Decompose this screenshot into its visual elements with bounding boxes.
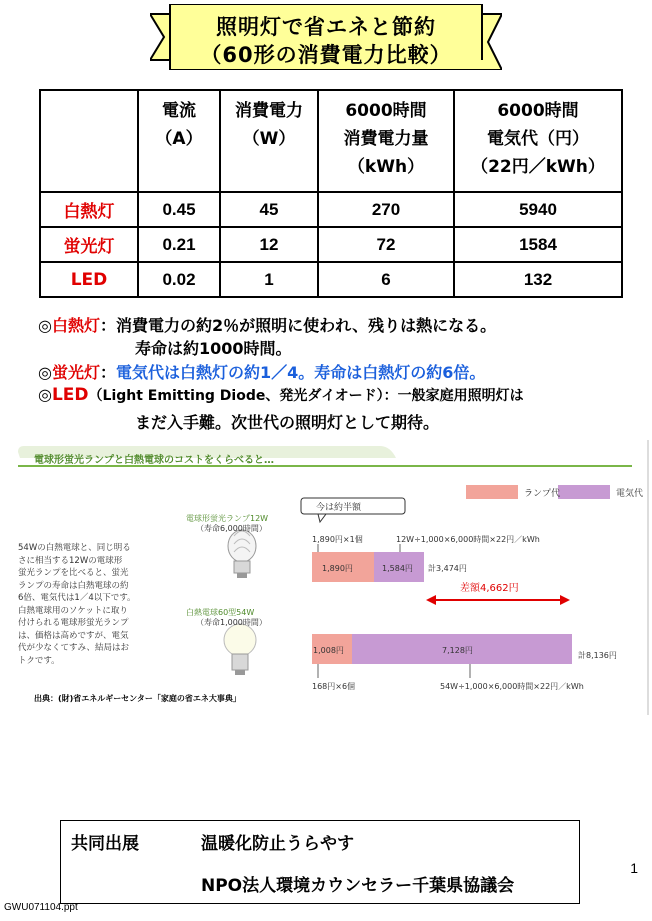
figure-heading: 電球形蛍光ランプと白熱電球のコストをくらべると… — [34, 455, 274, 466]
header-line: 電流 — [162, 101, 196, 121]
row-label: LED — [40, 262, 138, 297]
in-lamp-note: 168円×6個 — [312, 682, 356, 691]
note-fluorescent — [38, 360, 485, 383]
note-mark: ◎ — [38, 385, 52, 404]
desc-line: 付けられる電球形蛍光ランプ — [18, 618, 129, 628]
note-label: 白熱灯 — [51, 316, 100, 335]
desc-line: 白熱電球用のソケットに取り — [18, 605, 128, 616]
cell-power: 12 — [220, 227, 318, 262]
note-text: （Light Emitting Diode、発光ダイオード）：一般家庭用照明灯は — [88, 388, 524, 404]
legend-label-electricity: 電気代 — [616, 489, 644, 499]
cell-power: 45 — [220, 192, 318, 227]
footer-label: 共同出展 — [71, 834, 139, 854]
note-sep: ： — [99, 363, 116, 382]
header-line: 電気代（円） — [487, 129, 589, 149]
cell-power: 1 — [220, 262, 318, 297]
note-led — [38, 385, 524, 405]
header-blank — [40, 90, 138, 192]
callout-tail — [318, 514, 326, 522]
desc-line: 54Wの白熱電球と、同じ明る — [18, 543, 131, 553]
in-total: 計8,136円 — [578, 651, 617, 660]
fl-elec-value: 1,584円 — [382, 564, 413, 573]
figure-source: 出典：(財)省エネルギーセンター「家庭の省エネ大事典」 — [34, 694, 241, 703]
note-text: ：消費電力の約2％が照明に使われ、残りは熱になる。 — [99, 316, 497, 335]
incandescent-life: （寿命1,000時間） — [196, 618, 267, 627]
header-cost — [454, 90, 622, 192]
fluorescent-bulb-icon — [228, 530, 256, 578]
table-row — [40, 262, 622, 297]
cell-cost: 5940 — [454, 192, 622, 227]
note-mark: ◎ — [38, 363, 52, 382]
in-lamp-value: 1,008円 — [313, 646, 344, 655]
table-header-row — [40, 90, 622, 192]
cell-cost: 1584 — [454, 227, 622, 262]
cell-current: 0.02 — [138, 262, 220, 297]
desc-line: トクです。 — [18, 655, 60, 666]
desc-line: 6倍、電気代は1／4以下です。 — [18, 593, 136, 603]
cell-cost: 132 — [454, 262, 622, 297]
note-text: 電気代は白熱灯の約1／4。寿命は白熱灯の約6倍。 — [116, 363, 486, 382]
fl-total: 計3,474円 — [428, 564, 467, 573]
header-line: 6000時間 — [345, 101, 427, 121]
note-incandescent-2: 寿命は約1000時間。 — [135, 339, 292, 358]
in-elec-value: 7,128円 — [442, 646, 473, 655]
header-line: （W） — [242, 129, 296, 149]
header-line: 消費電力 — [235, 101, 303, 121]
header-line: 消費電力量 — [343, 129, 429, 149]
header-line: （A） — [155, 129, 203, 149]
comparison-table — [39, 89, 623, 298]
footer-org-2: NPO法人環境カウンセラー千葉県協議会 — [201, 876, 515, 896]
footer-org-1: 温暖化防止うらやす — [201, 834, 354, 854]
in-elec-note: 54W÷1,000×6,000時間×22円／kWh — [440, 682, 584, 691]
incandescent-bulb-icon — [224, 624, 256, 675]
desc-line: 代が少なくてすみ、結局はお — [18, 643, 130, 653]
row-label: 白熱灯 — [40, 192, 138, 227]
incandescent-label: 白熱電球60型54W — [186, 608, 255, 617]
diff-arrow-right — [560, 595, 570, 605]
note-incandescent — [38, 313, 496, 336]
diff-label: 差額4,662円 — [460, 583, 519, 594]
header-line: （kWh） — [347, 157, 425, 177]
note-label: 蛍光灯 — [51, 363, 100, 382]
desc-line: ランプの寿命は白熱電球の約 — [18, 580, 129, 591]
fl-lamp-note: 1,890円×1個 — [312, 535, 363, 544]
note-mark: ◎ — [38, 316, 52, 335]
cost-comparison-figure — [0, 440, 652, 715]
desc-line: 蛍光ランプを比べると、蛍光 — [18, 568, 129, 578]
cell-current: 0.45 — [138, 192, 220, 227]
legend-swatch-electricity — [558, 485, 610, 499]
title-line-2: （60形の消費電力比較） — [200, 43, 452, 67]
header-line: （22円／kWh） — [471, 157, 605, 177]
fluorescent-label: 電球形蛍光ランプ12W — [186, 514, 269, 523]
header-power — [220, 90, 318, 192]
file-name: GWU071104.ppt — [4, 902, 78, 913]
legend-swatch-lamp — [466, 485, 518, 499]
cell-energy: 270 — [318, 192, 454, 227]
header-line: 6000時間 — [497, 101, 579, 121]
desc-line: さに相当する12Wの電球形 — [18, 555, 123, 566]
title-banner — [150, 4, 502, 70]
footer-box — [60, 820, 580, 904]
fl-lamp-value: 1,890円 — [322, 564, 353, 573]
fluorescent-life: （寿命6,000時間） — [196, 524, 267, 533]
title-line-1: 照明灯で省エネと節約 — [216, 15, 436, 39]
note-led-2: まだ入手難。次世代の照明灯として期待。 — [135, 413, 440, 432]
cell-energy: 6 — [318, 262, 454, 297]
figure-description — [18, 542, 168, 667]
desc-line: は、価格は高めですが、電気 — [18, 630, 129, 641]
page-number: 1 — [630, 860, 638, 876]
cell-current: 0.21 — [138, 227, 220, 262]
header-current — [138, 90, 220, 192]
note-label: LED — [51, 385, 89, 405]
legend-label-lamp: ランプ代 — [524, 489, 561, 499]
table-row — [40, 192, 622, 227]
row-label: 蛍光灯 — [40, 227, 138, 262]
table-row — [40, 227, 622, 262]
fl-elec-note: 12W÷1,000×6,000時間×22円／kWh — [396, 535, 540, 544]
header-energy — [318, 90, 454, 192]
diff-arrow-left — [426, 595, 436, 605]
callout-text: 今は約半額 — [316, 503, 362, 513]
cell-energy: 72 — [318, 227, 454, 262]
